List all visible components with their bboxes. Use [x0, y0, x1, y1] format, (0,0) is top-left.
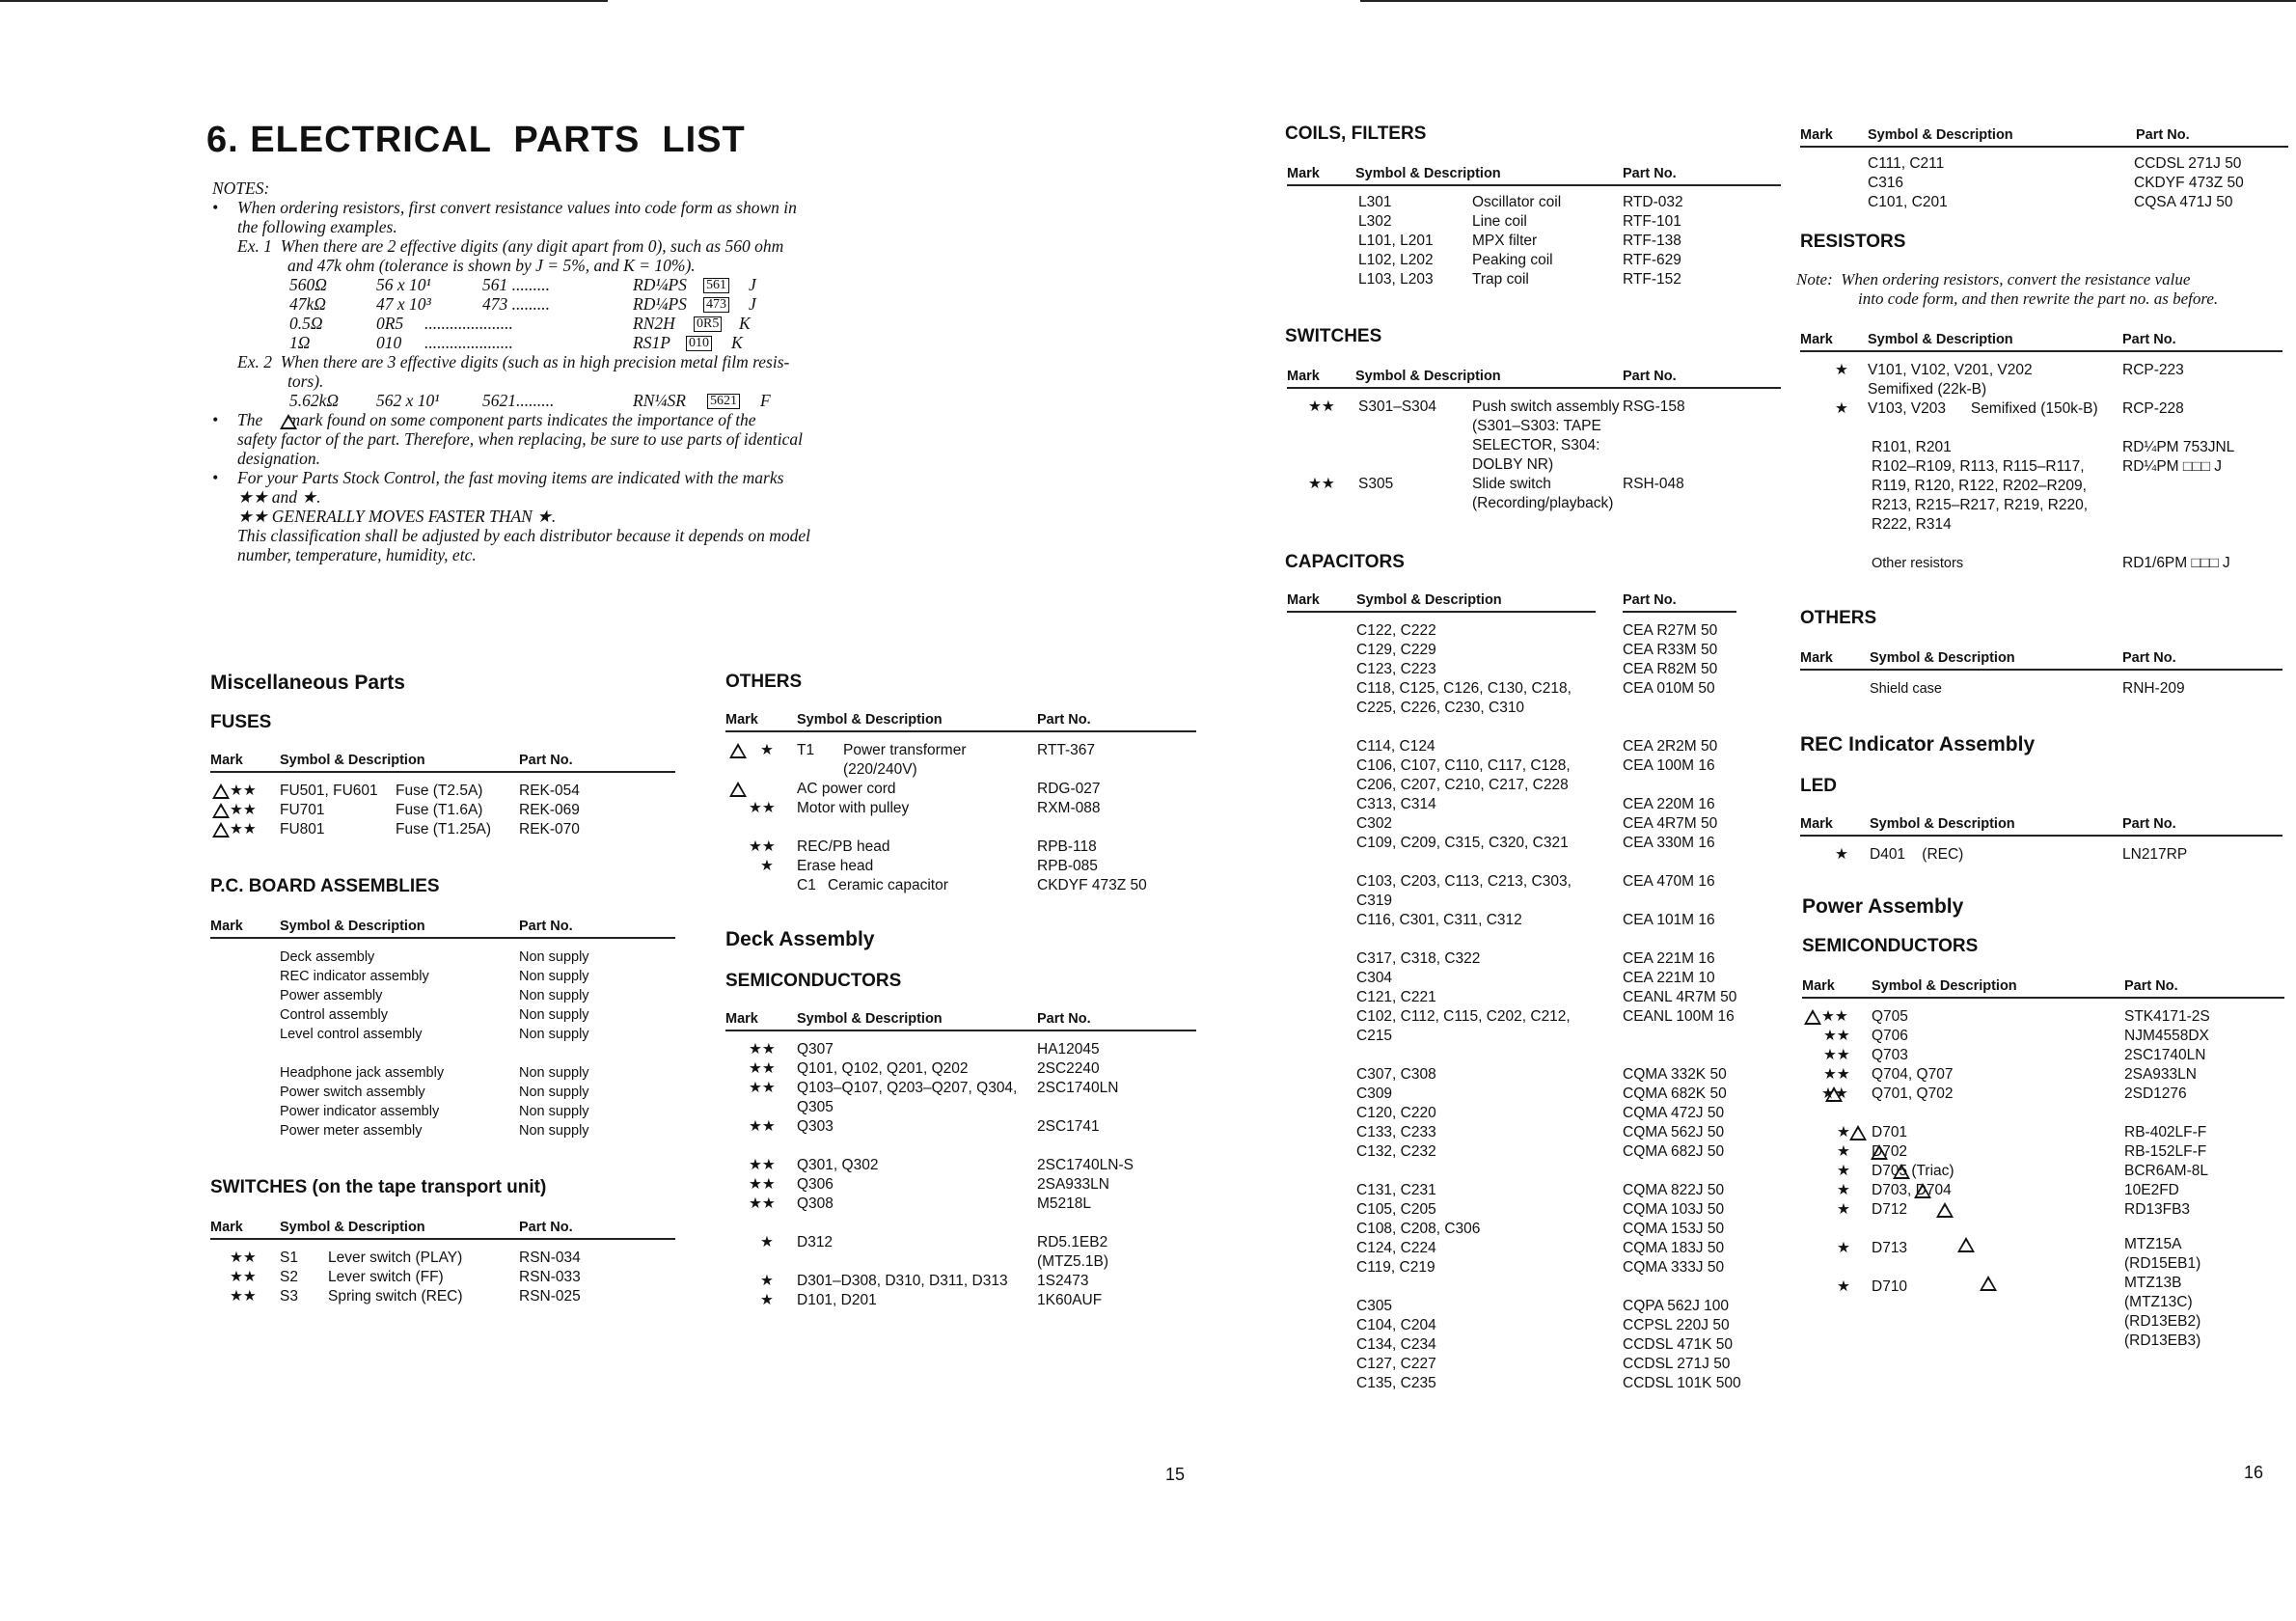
col-symbol: Symbol & Description: [1868, 332, 2013, 347]
header-rule: [210, 1238, 675, 1240]
mark-stars: ★★: [749, 1080, 776, 1096]
col-symbol: Symbol & Description: [1355, 166, 1501, 181]
col-mark: Mark: [1287, 592, 1320, 608]
example-row-1: 560Ω 56 x 10¹ 561 ......... RD¼PS 561 J: [289, 275, 756, 294]
mark-stars: ★★: [749, 1195, 776, 1212]
col-part: Part No.: [519, 753, 573, 768]
col-part: Part No.: [519, 919, 573, 934]
led-heading: LED: [1800, 776, 1837, 796]
col-part: Part No.: [1037, 1011, 1091, 1027]
warning-triangle-icon: [280, 414, 297, 429]
mark-stars: ★★: [230, 821, 257, 838]
others-heading: OTHERS: [725, 672, 803, 692]
note-b2a: The mark found on some component parts indicates the importance of the: [237, 410, 756, 429]
col-mark: Mark: [1800, 127, 1833, 143]
mark-star: ★: [1835, 400, 1848, 417]
mark-stars: ★★: [230, 1288, 257, 1305]
capacitors-list: C122, C222 CEA R27M 50 C129, C229 CEA R33M 50 C123, C223 CEA R82M 50 C118, C125, C126, C130, C218, CEA 010M 50 C225, C226, C230, C310 C114, C124 CEA 2R2M 50 C106, C107, C110, C117, C128, CEA 100M 16 C206, C207, C210, C217, C228 C313, C314 CEA 220M 16 C302 CEA 4R7M 50 C109, C209, C315, C320, C321 CEA 330M 16 C103, C203, C113, C213, C303, CEA 470M 16 C319 C116, C301, C311, C312 CEA 101M 16 C317, C318, C322 CEA 221M 16 C304 CEA 221M 10 C121, C221 CEANL 4R7M 50 C102, C112, C115, C202, C212, CEANL 100M 16 C215 C307, C308 CQMA 332K 50 C309 CQMA 682K 50 C120, C220 CQMA 472J 50 C133, C233 CQMA 562J 50 C132, C232 CQMA 682J 50 C131, C231 CQMA 822J 50 C105, C205 CQMA 103J 50 C108, C208, C306 CQMA 153J 50 C124, C224 CQMA 183J 50 C119, C219 CQMA 333J 50 C305 CQPA 562J 100 C104, C204 CCPSL 220J 50 C134, C234 CCDSL 471K 50 C127, C227 CCDSL 271J 50 C135, C235 CCDSL 101K 500: [1356, 622, 1741, 1391]
pcb-list: [280, 948, 685, 1140]
mark-star: ★: [1837, 1201, 1850, 1218]
resistors-heading: RESISTORS: [1800, 232, 1906, 252]
rec-heading: REC Indicator Assembly: [1800, 733, 2036, 756]
pcb-row: Deck assembly: [280, 949, 375, 965]
col-symbol: Symbol & Description: [1868, 127, 2013, 143]
power-heading: Power Assembly: [1802, 895, 1964, 918]
col-symbol: Symbol & Description: [280, 753, 425, 768]
col-mark: Mark: [725, 1011, 758, 1027]
col-part: Part No.: [1623, 369, 1677, 384]
fuse-row: ★★ FU701 Fuse (T1.6A) REK-069: [210, 801, 693, 820]
header-rule: [210, 937, 675, 939]
example-row-3: 0.5Ω 0R5 ..................... RN2H 0R5 K: [289, 314, 751, 333]
col-symbol: Symbol & Description: [797, 1011, 943, 1027]
warning-triangle-icon: [729, 782, 747, 797]
header-rule: [1287, 611, 1596, 613]
note-b2c: designation.: [237, 449, 321, 468]
mark-star: ★: [1835, 362, 1848, 378]
rec-row: D401 (REC): [1870, 846, 1964, 863]
others2-heading: OTHERS: [1800, 608, 1877, 628]
resistor-note-1: Note: When ordering resistors, convert the resistance value: [1796, 270, 2191, 288]
resistors-list: ★ V101, V102, V201, V202 RCP-223 Semifixed (22k-B) ★ V103, V203 Semifixed (150k-B) RCP-228 R101, R201 RD¼PM 753JNL R102–R109, R113, R115–R117, RD¼PM □□□ J R119, R120, R122, R202–R209, R213, R215–R217, R219, R220, R222, R314 Other resistors RD1/6PM □□□ J: [1835, 362, 2235, 571]
topright-list: C111, C211 CCDSL 271J 50 C316 CKDYF 473Z 50 C101, C201 CQSA 471J 50: [1868, 155, 2244, 210]
mark-star: ★: [1837, 1278, 1850, 1295]
pcb-row: Level control assembly: [280, 1027, 423, 1042]
col-mark: Mark: [725, 712, 758, 728]
col-part: Part No.: [2136, 127, 2190, 143]
bullet-1: •: [212, 198, 219, 217]
top-edge-rule-left: [0, 0, 608, 2]
pcb-row-part: Non supply: [519, 988, 589, 1003]
warning-triangle-icon: [1980, 1276, 1997, 1291]
others2-row-part: RNH-209: [2122, 680, 2185, 697]
mark-stars: ★★: [749, 1176, 776, 1193]
notes-block: [212, 179, 907, 575]
power-semi-heading: SEMICONDUCTORS: [1802, 936, 1979, 956]
deck-semi-heading: SEMICONDUCTORS: [725, 971, 902, 991]
mark-stars: ★★: [1308, 398, 1335, 415]
bullet-2: •: [212, 410, 219, 429]
pcb-row-part: Non supply: [519, 1104, 589, 1119]
header-rule: [1287, 184, 1781, 186]
note-b1b: the following examples.: [237, 217, 397, 236]
page-number-right: 16: [2244, 1463, 2264, 1482]
mark-stars: ★★: [1823, 1047, 1850, 1063]
others-row: ★★ Motor with pulley RXM-088: [749, 800, 1101, 816]
header-rule: [725, 1030, 1196, 1031]
note-ex1a: Ex. 1 When there are 2 effective digits (any digit apart from 0), such as 560 ohm: [237, 236, 784, 256]
header-rule: [1800, 669, 2282, 671]
header-rule: [1800, 350, 2282, 352]
header-rule: [725, 730, 1196, 732]
col-symbol: Symbol & Description: [280, 919, 425, 934]
mark-stars: ★★: [749, 1041, 776, 1058]
col-symbol: Symbol & Description: [1872, 978, 2017, 994]
col-part: Part No.: [2124, 978, 2178, 994]
col-mark: Mark: [1800, 816, 1833, 832]
power-list: ★★ Q705 STK4171-2S ★★ Q706 NJM4558DX ★★ Q703 2SC1740LN ★★ Q704, Q707 2SA933LN ★★ Q701, Q702 2SD1276 ★ D701 RB-402LF-F ★ D702 RB-152LF-F ★ D705 (Triac) BCR6AM-8L ★ D703, D704 10E2FD ★ D712 RD13FB3 ★ D713 MTZ15A (RD15EB1) ★ D710 MTZ13B (MTZ13C) (RD13EB2) (RD13EB3): [1802, 1007, 2294, 1355]
pcb-row-part: Non supply: [519, 1007, 589, 1023]
switches-heading: SWITCHES: [1285, 326, 1382, 346]
example-row-2: 47kΩ 47 x 10³ 473 ......... RD¼PS 473 J: [289, 294, 756, 314]
header-rule: [1800, 835, 2282, 837]
mark-stars: ★★: [230, 783, 257, 799]
warning-triangle-icon: [1957, 1237, 1975, 1252]
mark-star: ★: [760, 1234, 774, 1250]
switch-row: ★★ S2 Lever switch (FF) RSN-033: [230, 1269, 581, 1285]
note-ex1b: and 47k ohm (tolerance is shown by J = 5%, and K = 10%).: [287, 256, 696, 275]
pcb-row: Power switch assembly: [280, 1085, 425, 1100]
header-rule: [1800, 146, 2288, 148]
mark-star: ★: [760, 1292, 774, 1308]
col-mark: Mark: [210, 1220, 243, 1235]
note-b1: When ordering resistors, first convert resistance values into code form as shown in: [237, 198, 797, 217]
col-part: Part No.: [519, 1220, 573, 1235]
top-edge-rule-right: [1360, 0, 2296, 2]
others-row: ★ Erase head RPB-085: [760, 858, 1098, 874]
col-mark: Mark: [1800, 650, 1833, 666]
note-b3c: ★★ GENERALLY MOVES FASTER THAN ★.: [237, 507, 557, 526]
pcb-row: Power assembly: [280, 988, 383, 1003]
warning-triangle-icon: [212, 822, 230, 838]
col-part: Part No.: [1623, 166, 1677, 181]
col-symbol: Symbol & Description: [1355, 369, 1501, 384]
mark-star: ★: [1837, 1240, 1850, 1256]
code-box: 5621: [707, 394, 740, 409]
switches-transport-heading: SWITCHES (on the tape transport unit): [210, 1177, 547, 1197]
col-part: Part No.: [2122, 650, 2176, 666]
col-mark: Mark: [1802, 978, 1835, 994]
mark-star: ★: [1837, 1163, 1850, 1179]
bullet-3: •: [212, 468, 219, 487]
warning-triangle-icon: [1936, 1202, 1954, 1218]
mark-stars: ★★: [749, 800, 776, 816]
col-symbol: Symbol & Description: [1870, 650, 2015, 666]
note-ex2b: tors).: [287, 371, 324, 391]
switches-list: ★★ S301–S304 Push switch assembly RSG-158 (S301–S303: TAPE SELECTOR, S304: DOLBY NR) ★★ S305 Slide switch RSH-048 (Recording/playback): [1308, 398, 1685, 511]
switch-row: ★★ S3 Spring switch (REC) RSN-025: [230, 1288, 581, 1305]
pcb-heading: P.C. BOARD ASSEMBLIES: [210, 876, 440, 896]
code-box: 0R5: [694, 316, 722, 332]
mark-star: ★: [760, 742, 774, 758]
mark-stars: ★★: [749, 1060, 776, 1077]
capacitors-heading: CAPACITORS: [1285, 552, 1405, 572]
code-box: 561: [703, 278, 729, 293]
col-part: Part No.: [2122, 816, 2176, 832]
pcb-row-part: Non supply: [519, 1027, 589, 1042]
col-symbol: Symbol & Description: [1356, 592, 1502, 608]
notes-heading: NOTES:: [212, 179, 270, 198]
mark-stars: ★★: [1823, 1028, 1850, 1044]
others-row: AC power cord RDG-027: [725, 780, 1208, 799]
others-row: ★★ REC/PB head RPB-118: [749, 838, 1097, 855]
note-b3e: number, temperature, humidity, etc.: [237, 545, 477, 564]
mark-stars: ★★: [230, 1269, 257, 1285]
col-symbol: Symbol & Description: [1870, 816, 2015, 832]
col-part: Part No.: [1037, 712, 1091, 728]
example-row-5: 5.62kΩ 562 x 10¹ 5621......... RN¼SR 5621 F: [289, 391, 771, 410]
pcb-row-part: Non supply: [519, 969, 589, 984]
mark-stars: ★★: [1821, 1085, 1848, 1102]
mark-stars: ★★: [1823, 1066, 1850, 1083]
others-row: C1 Ceramic capacitor CKDYF 473Z 50: [797, 877, 1147, 893]
deck-list: ★★ Q307 HA12045 ★★ Q101, Q102, Q201, Q202 2SC2240 ★★ Q103–Q107, Q203–Q207, Q304, 2SC1740LN Q305 ★★ Q303 2SC1741 ★★ Q301, Q302 2SC1740LN-S ★★ Q306 2SA933LN ★★ Q308 M5218L ★ D312 RD5.1EB2 (MTZ5.1B) ★ D301–D308, D310, D311, D313 1S2473 ★ D101, D201 1K60AUF: [749, 1041, 1134, 1308]
pcb-row-part: Non supply: [519, 1085, 589, 1100]
mark-stars: ★★: [1308, 476, 1335, 492]
note-b3d: This classification shall be adjusted by each distributor because it depends on model: [237, 526, 810, 545]
warning-triangle-icon: [1849, 1125, 1867, 1140]
mark-star: ★: [1837, 1182, 1850, 1198]
mark-stars: ★★: [230, 1250, 257, 1266]
pcb-row: Headphone jack assembly: [280, 1065, 445, 1081]
rec-row-part: LN217RP: [2122, 846, 2188, 863]
pcb-row: Power meter assembly: [280, 1123, 423, 1139]
fuse-row: ★★ FU501, FU601 Fuse (T2.5A) REK-054: [210, 782, 693, 801]
mark-star: ★: [1837, 1124, 1850, 1140]
pcb-row: Control assembly: [280, 1007, 389, 1023]
col-symbol: Symbol & Description: [280, 1220, 425, 1235]
code-box: 473: [703, 297, 729, 313]
col-mark: Mark: [210, 919, 243, 934]
col-mark: Mark: [1287, 166, 1320, 181]
others2-row: Shield case: [1870, 681, 1942, 697]
mark-stars: ★★: [749, 1157, 776, 1173]
header-rule: [210, 771, 675, 773]
warning-triangle-icon: [1804, 1009, 1821, 1025]
page-title: 6. ELECTRICAL PARTS LIST: [206, 120, 746, 160]
fuses-heading: FUSES: [210, 712, 272, 732]
warning-triangle-icon: [729, 743, 747, 758]
col-symbol: Symbol & Description: [797, 712, 943, 728]
warning-triangle-icon: [212, 783, 230, 799]
col-mark: Mark: [1287, 369, 1320, 384]
col-mark: Mark: [1800, 332, 1833, 347]
page-number-left: 15: [1165, 1465, 1186, 1484]
mark-stars: ★★: [1821, 1008, 1848, 1025]
mark-star: ★: [760, 1273, 774, 1289]
note-b3b: ★★ and ★.: [237, 487, 321, 507]
pcb-row: Power indicator assembly: [280, 1104, 440, 1119]
note-b2b: safety factor of the part. Therefore, when replacing, be sure to use parts of identical: [237, 429, 804, 449]
switch-row: ★★ S1 Lever switch (PLAY) RSN-034: [230, 1250, 581, 1266]
note-b3a: For your Parts Stock Control, the fast moving items are indicated with the marks: [237, 468, 784, 487]
mark-stars: ★★: [230, 802, 257, 818]
code-box: 010: [686, 336, 712, 351]
mark-star: ★: [760, 858, 774, 874]
col-part: Part No.: [1623, 592, 1677, 608]
example-row-4: 1Ω 010 ..................... RS1P 010 K: [289, 333, 743, 352]
header-rule: [1623, 611, 1736, 613]
misc-heading: Miscellaneous Parts: [210, 672, 405, 694]
col-part: Part No.: [2122, 332, 2176, 347]
mark-stars: ★★: [749, 838, 776, 855]
mark-star: ★: [1835, 846, 1848, 863]
note-ex2a: Ex. 2 When there are 3 effective digits (such as in high precision metal film resis-: [237, 352, 790, 371]
deck-heading: Deck Assembly: [725, 928, 875, 950]
coils-list: L301 Oscillator coil RTD-032 L302 Line coil RTF-101 L101, L201 MPX filter RTF-138 L102, L202 Peaking coil RTF-629 L103, L203 Trap coil RTF-152: [1358, 194, 1683, 288]
others-row-cont: (220/240V): [843, 761, 917, 778]
header-rule: [1802, 997, 2284, 999]
mark-stars: ★★: [749, 1118, 776, 1135]
header-rule: [1287, 387, 1781, 389]
fuse-row: ★★ FU801 Fuse (T1.25A) REK-070: [210, 820, 693, 839]
pcb-row-part: Non supply: [519, 949, 589, 965]
mark-star: ★: [1837, 1143, 1850, 1160]
others-row: ★ T1 Power transformer RTT-367: [725, 741, 1208, 760]
pcb-row-part: Non supply: [519, 1065, 589, 1081]
pcb-row: REC indicator assembly: [280, 969, 429, 984]
coils-heading: COILS, FILTERS: [1285, 124, 1427, 144]
pcb-row-part: Non supply: [519, 1123, 589, 1139]
resistor-note-2: into code form, and then rewrite the part no. as before.: [1858, 289, 2219, 308]
warning-triangle-icon: [212, 803, 230, 818]
col-mark: Mark: [210, 753, 243, 768]
